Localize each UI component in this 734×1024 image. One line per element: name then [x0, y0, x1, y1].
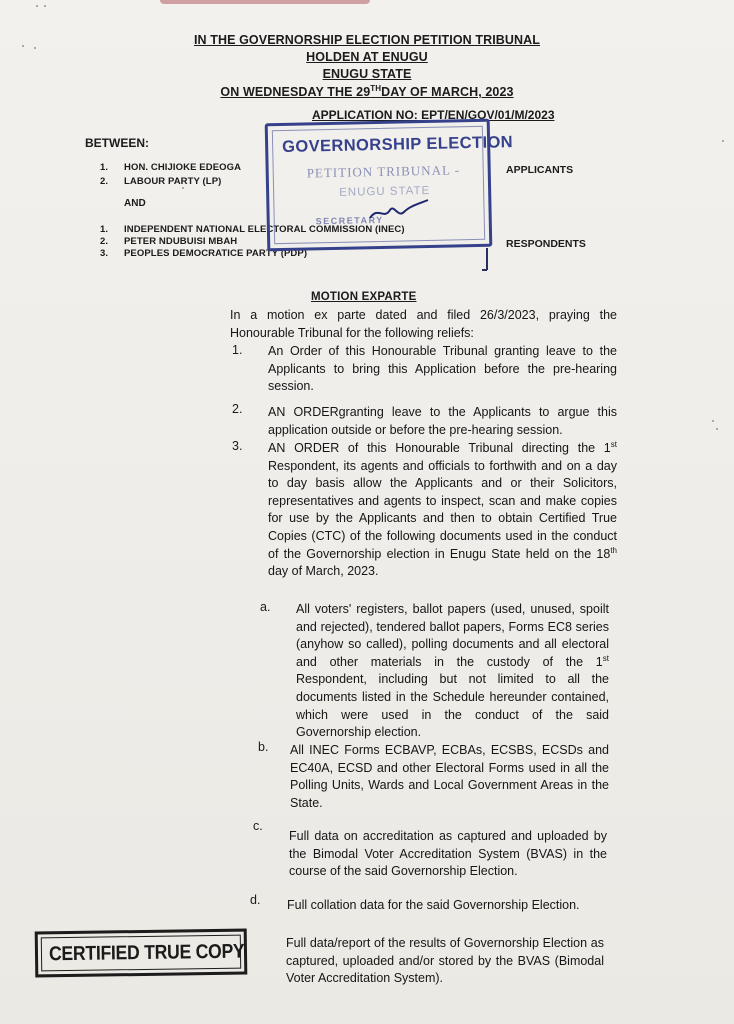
stamp-tail-mark: [480, 248, 494, 274]
certified-true-copy-stamp: [35, 929, 248, 978]
court-title: IN THE GOVERNORSHIP ELECTION PETITION TRIBUNAL: [193, 33, 541, 47]
stamp-line-4: SECRETARY: [315, 214, 384, 227]
tribunal-stamp: [265, 119, 514, 252]
subitem-d-text: Full collation data for the said Governorship Election.: [287, 898, 580, 912]
subitem-b-text: All INEC Forms ECBAVP, ECBAs, ECSBS, ECSDs and EC40A, ECSD and other Electoral Forms used in all the Polling Units, Wards and Local Government Areas in the State.: [290, 743, 609, 810]
relief-2-number: 2.: [232, 402, 243, 416]
scan-speck: [34, 47, 36, 49]
between-label: BETWEEN:: [85, 136, 149, 150]
scan-speck: [182, 187, 184, 189]
stamp-line-2: PETITION TRIBUNAL -: [306, 162, 461, 181]
applicant-1: 1. HON. CHIJIOKE EDEOGA: [100, 162, 242, 173]
motion-title: MOTION EXPARTE: [311, 291, 417, 303]
scan-speck: [44, 5, 46, 7]
respondent-3: 3. PEOPLES DEMOCRATICE PARTY (PDP): [100, 248, 308, 259]
certified-stamp-text: CERTIFIED TRUE COPY: [48, 940, 245, 966]
motion-intro: In a motion ex parte dated and filed 26/3/2023, praying the Honourable Tribunal for the following reliefs:: [230, 308, 617, 340]
subitem-b-letter: b.: [258, 740, 269, 754]
stamp-line-3: ENUGU STATE: [339, 184, 431, 199]
relief-3-text: AN ORDER of this Honourable Tribunal directing the 1st Respondent, its agents and officials to forthwith and on a day to day basis allow the Applicants and or their Solicitors, representatives and agents to inspect, scan and make copies for use by the Applicants and then to obtain Certified True Copies (CTC) of the following documents used in the conduct of the Governorship election in Enugu State held on the 18th day of March, 2023.: [268, 439, 617, 579]
relief-3-number: 3.: [232, 439, 243, 453]
hearing-date: ON WEDNESDAY THE 29THDAY OF MARCH, 2023: [220, 84, 514, 100]
respondents-label: RESPONDENTS: [506, 238, 586, 250]
applicant-2: 2. LABOUR PARTY (LP): [100, 176, 222, 187]
subitem-a-text: All voters' registers, ballot papers (used, unused, spoilt and rejected), tendered ballot papers, Forms EC8 series (anyhow so called), polling documents and all electoral and other materials in the custody of the 1st Respondent, including but not limited to all the documents listed in the Schedule hereunder contained, which were used in the conduct of the said Governorship election.: [296, 602, 609, 740]
scan-speck: [716, 428, 718, 430]
relief-2-text: AN ORDERgranting leave to the Applicants to argue this application outside or before the pre-hearing session.: [268, 405, 617, 437]
subitem-d-letter: d.: [250, 893, 261, 907]
respondent-1: 1. INDEPENDENT NATIONAL ELECTORAL COMMISSION (INEC): [100, 224, 405, 235]
court-location: HOLDEN AT ENUGU: [306, 50, 428, 64]
relief-1-number: 1.: [232, 343, 243, 357]
stamp-line-1: GOVERNORSHIP ELECTION: [281, 133, 514, 157]
subitem-e-text: Full data/report of the results of Governorship Election as captured, uploaded and/or stored by the BVAS (Bimodal Voter Accreditation System).: [286, 936, 604, 986]
scan-speck: [722, 140, 724, 142]
scan-speck: [712, 420, 714, 422]
respondent-2: 2. PETER NDUBUISI MBAH: [100, 236, 238, 247]
top-red-mark: [160, 0, 370, 4]
application-number: APPLICATION NO: EPT/EN/GOV/01/M/2023: [312, 108, 555, 122]
applicants-label: APPLICANTS: [506, 164, 574, 176]
court-state: ENUGU STATE: [322, 67, 412, 81]
signature-mark: [366, 196, 436, 226]
subitem-c-text: Full data on accreditation as captured and uploaded by the Bimodal Voter Accreditation System (BVAS) in the course of the said Governorship Election.: [289, 829, 607, 879]
subitem-c-letter: c.: [253, 819, 263, 833]
and-label: AND: [124, 198, 146, 209]
scan-speck: [36, 5, 38, 7]
subitem-a-letter: a.: [260, 600, 271, 614]
relief-1-text: An Order of this Honourable Tribunal granting leave to the Applicants to bring this Application before the pre-hearing session.: [268, 344, 617, 394]
